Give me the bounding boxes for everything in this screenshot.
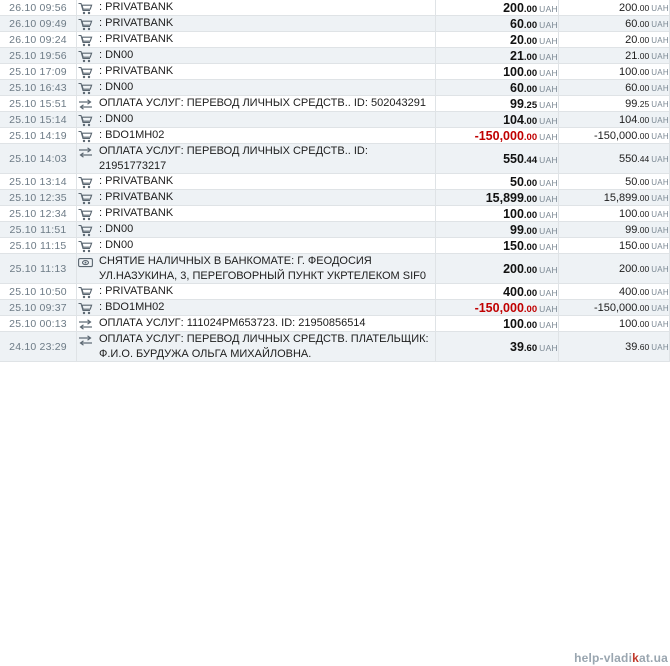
row-amount2-currency: UAH [651, 241, 669, 251]
row-amount-currency: UAH [539, 51, 558, 62]
row-date: 25.10 15:14 [0, 112, 77, 128]
row-amount-integer: 50 [510, 174, 524, 189]
watermark-suffix: at.ua [638, 651, 668, 665]
row-date: 25.10 11:15 [0, 238, 77, 254]
row-amount [436, 174, 559, 190]
cart-icon [77, 49, 93, 63]
row-amount2-currency: UAH [651, 209, 669, 219]
table-row[interactable] [0, 316, 670, 332]
row-amount-integer: 400 [503, 284, 524, 299]
row-amount-integer: -150,000 [474, 300, 524, 315]
row-description: : PRIVATBANK [99, 191, 174, 203]
row-amount-currency: UAH [539, 99, 558, 110]
transfer-icon [77, 317, 93, 331]
row-description-cell [77, 206, 436, 222]
row-amount-secondary [559, 174, 670, 190]
row-amount2-currency: UAH [651, 225, 669, 235]
row-amount-secondary [559, 128, 670, 144]
row-amount-cents: .00 [523, 3, 538, 15]
row-description: : DN00 [99, 49, 134, 61]
row-amount-cents: .00 [523, 303, 538, 315]
row-date: 25.10 10:50 [0, 284, 77, 300]
row-amount-secondary [559, 48, 670, 64]
row-description-cell [77, 64, 436, 80]
row-amount-currency: UAH [539, 209, 558, 220]
row-amount-secondary [559, 222, 670, 238]
row-description-cell [77, 96, 436, 112]
table-row[interactable] [0, 174, 670, 190]
row-amount-cents: .00 [523, 225, 538, 237]
row-amount [436, 112, 559, 128]
row-amount-secondary [559, 190, 670, 206]
cart-icon [77, 175, 93, 189]
row-date: 26.10 09:56 [0, 0, 77, 16]
row-amount-currency: UAH [539, 83, 558, 94]
table-row[interactable] [0, 190, 670, 206]
row-description-cell [77, 0, 436, 16]
table-row[interactable] [0, 16, 670, 32]
row-amount2-integer: -150,000 [593, 129, 638, 142]
row-amount2-integer: 99 [625, 97, 638, 110]
row-amount [436, 128, 559, 144]
cart-icon [77, 81, 93, 95]
row-amount-cents: .00 [523, 287, 538, 299]
row-amount-cents: .00 [523, 35, 538, 47]
row-date: 25.10 16:43 [0, 80, 77, 96]
row-amount-currency: UAH [539, 67, 558, 78]
row-amount [436, 316, 559, 332]
row-date: 25.10 11:13 [0, 254, 77, 284]
row-amount-secondary [559, 254, 670, 284]
row-amount-integer: 60 [510, 16, 524, 31]
row-amount-cents: .44 [523, 154, 538, 166]
row-amount-secondary [559, 144, 670, 174]
row-amount-integer: 200 [503, 261, 524, 276]
row-amount2-cents: .00 [637, 66, 650, 77]
row-amount2-cents: .00 [637, 176, 650, 187]
row-amount-secondary [559, 32, 670, 48]
row-description-cell [77, 284, 436, 300]
row-amount2-currency: UAH [651, 193, 669, 203]
row-amount2-cents: .44 [637, 153, 650, 164]
row-amount2-integer: 100 [619, 207, 638, 220]
row-amount2-currency: UAH [651, 115, 669, 125]
row-amount2-cents: .00 [637, 114, 650, 125]
row-amount2-cents: .60 [637, 341, 650, 352]
row-amount-cents: .00 [523, 115, 538, 127]
row-amount2-cents: .00 [637, 302, 650, 313]
row-amount2-cents: .00 [637, 224, 650, 235]
table-row[interactable] [0, 238, 670, 254]
row-amount2-cents: .00 [637, 192, 650, 203]
row-amount2-currency: UAH [651, 287, 669, 297]
row-amount-cents: .25 [523, 99, 538, 111]
row-amount-integer: 99 [510, 222, 524, 237]
row-amount-cents: .00 [523, 51, 538, 63]
table-row[interactable] [0, 284, 670, 300]
row-description-cell [77, 112, 436, 128]
row-date: 25.10 14:19 [0, 128, 77, 144]
row-amount2-cents: .00 [637, 2, 650, 13]
row-amount [436, 300, 559, 316]
row-description: : DN00 [99, 223, 134, 235]
row-amount-integer: 100 [503, 316, 524, 331]
row-date: 25.10 14:03 [0, 144, 77, 174]
watermark-highlight: k [632, 651, 639, 665]
row-amount [436, 0, 559, 16]
row-amount2-integer: 15,899 [603, 191, 638, 204]
row-amount2-currency: UAH [651, 264, 669, 274]
row-amount2-integer: 50 [625, 175, 638, 188]
row-amount-currency: UAH [539, 303, 558, 314]
row-amount2-cents: .00 [637, 130, 650, 141]
row-amount2-integer: 150 [619, 239, 638, 252]
row-amount-integer: 104 [503, 112, 524, 127]
row-amount-integer: 60 [510, 80, 524, 95]
row-amount-secondary [559, 96, 670, 112]
transfer-icon [77, 97, 93, 111]
row-amount-integer: 99 [510, 96, 524, 111]
table-row[interactable] [0, 48, 670, 64]
cart-icon [77, 223, 93, 237]
table-row[interactable] [0, 332, 670, 362]
row-amount [436, 16, 559, 32]
cart-icon [77, 129, 93, 143]
atm-card-icon [77, 255, 93, 269]
row-date: 25.10 11:51 [0, 222, 77, 238]
row-amount-currency: UAH [539, 241, 558, 252]
row-amount2-cents: .00 [637, 34, 650, 45]
row-amount-secondary [559, 206, 670, 222]
table-row[interactable] [0, 254, 670, 284]
row-amount-secondary [559, 316, 670, 332]
row-description: ОПЛАТА УСЛУГ: 111024PM653723. ID: 21950856514 [99, 317, 366, 329]
row-description: : BDO1MH02 [99, 129, 165, 141]
row-amount [436, 48, 559, 64]
row-date: 25.10 19:56 [0, 48, 77, 64]
row-amount2-integer: 550 [619, 152, 638, 165]
row-date: 25.10 12:35 [0, 190, 77, 206]
row-description-cell [77, 128, 436, 144]
row-date: 25.10 13:14 [0, 174, 77, 190]
row-amount-secondary [559, 0, 670, 16]
row-description-cell [77, 174, 436, 190]
row-amount2-currency: UAH [651, 51, 669, 61]
row-amount-currency: UAH [539, 225, 558, 236]
row-amount2-currency: UAH [651, 19, 669, 29]
row-amount2-currency: UAH [651, 35, 669, 45]
row-amount-secondary [559, 284, 670, 300]
row-description-cell [77, 316, 436, 332]
row-date: 25.10 00:13 [0, 316, 77, 332]
row-amount [436, 32, 559, 48]
row-amount-currency: UAH [539, 193, 558, 204]
row-description-cell [77, 254, 436, 284]
table-row[interactable] [0, 206, 670, 222]
table-row[interactable] [0, 96, 670, 112]
row-description: : DN00 [99, 113, 134, 125]
row-amount2-cents: .00 [637, 82, 650, 93]
row-amount2-currency: UAH [651, 3, 669, 13]
site-watermark [574, 651, 668, 665]
row-amount2-integer: 200 [619, 1, 638, 14]
row-description-cell [77, 222, 436, 238]
row-description: ОПЛАТА УСЛУГ: ПЕРЕВОД ЛИЧНЫХ СРЕДСТВ.. ID: 21951773217 [99, 145, 368, 172]
table-row[interactable] [0, 0, 670, 16]
row-amount2-integer: 99 [625, 223, 638, 236]
row-amount2-currency: UAH [651, 131, 669, 141]
cart-icon [77, 301, 93, 315]
row-amount2-integer: 39 [625, 340, 638, 353]
row-amount [436, 206, 559, 222]
row-amount2-integer: 60 [625, 81, 638, 94]
row-description: : PRIVATBANK [99, 17, 174, 29]
row-amount-cents: .00 [523, 209, 538, 221]
table-row[interactable] [0, 80, 670, 96]
row-description-cell [77, 144, 436, 174]
row-amount-cents: .00 [523, 83, 538, 95]
row-description-cell [77, 300, 436, 316]
row-amount-cents: .00 [523, 193, 538, 205]
row-date: 25.10 09:37 [0, 300, 77, 316]
row-amount-integer: 39 [510, 339, 524, 354]
row-amount2-integer: 100 [619, 317, 638, 330]
row-amount-cents: .00 [523, 264, 538, 276]
row-amount-currency: UAH [539, 177, 558, 188]
row-amount-secondary [559, 112, 670, 128]
cart-icon [77, 65, 93, 79]
row-amount-integer: 100 [503, 206, 524, 221]
row-amount2-currency: UAH [651, 177, 669, 187]
row-description: : DN00 [99, 81, 134, 93]
row-description: СНЯТИЕ НАЛИЧНЫХ В БАНКОМАТЕ: Г. ФЕОДОСИЯ УЛ.НАЗУКИНА, 3, ПЕРЕГОВОРНЫЙ ПУНКТ УКРТЕЛЕКОМ SIF0 [99, 255, 426, 282]
row-description-cell [77, 332, 436, 362]
row-amount2-integer: 21 [625, 49, 638, 62]
row-amount2-currency: UAH [651, 319, 669, 329]
row-amount-integer: -150,000 [474, 128, 524, 143]
table-row[interactable] [0, 300, 670, 316]
row-date: 25.10 12:34 [0, 206, 77, 222]
row-amount-cents: .00 [523, 241, 538, 253]
table-row[interactable] [0, 32, 670, 48]
row-amount-secondary [559, 80, 670, 96]
row-amount-secondary [559, 64, 670, 80]
row-amount [436, 80, 559, 96]
row-amount-integer: 15,899 [485, 190, 524, 205]
cart-icon [77, 113, 93, 127]
row-amount2-currency: UAH [651, 83, 669, 93]
row-amount-secondary [559, 300, 670, 316]
row-amount-integer: 550 [503, 151, 524, 166]
row-description: ОПЛАТА УСЛУГ: ПЕРЕВОД ЛИЧНЫХ СРЕДСТВ. ПЛАТЕЛЬЩИК: Ф.И.О. БУРДУЖА ОЛЬГА МИХАЙЛОВНА. [99, 333, 429, 360]
row-amount2-integer: 200 [619, 262, 638, 275]
table-row[interactable] [0, 112, 670, 128]
transfer-icon [77, 145, 93, 159]
row-amount-cents: .00 [523, 319, 538, 331]
row-description: : PRIVATBANK [99, 65, 174, 77]
row-amount [436, 284, 559, 300]
row-description: : PRIVATBANK [99, 207, 174, 219]
row-amount-cents: .00 [523, 19, 538, 31]
row-description-cell [77, 32, 436, 48]
row-amount2-cents: .00 [637, 318, 650, 329]
row-amount2-integer: -150,000 [593, 301, 638, 314]
row-amount-cents: .00 [523, 131, 538, 143]
row-amount-currency: UAH [539, 35, 558, 46]
row-amount-currency: UAH [539, 264, 558, 275]
cart-icon [77, 239, 93, 253]
row-amount-secondary [559, 16, 670, 32]
cart-icon [77, 33, 93, 47]
row-description-cell [77, 238, 436, 254]
row-amount [436, 96, 559, 112]
row-amount2-currency: UAH [651, 99, 669, 109]
row-amount [436, 64, 559, 80]
row-date: 24.10 23:29 [0, 332, 77, 362]
row-amount2-cents: .00 [637, 18, 650, 29]
row-amount [436, 144, 559, 174]
table-row[interactable] [0, 128, 670, 144]
row-description-cell [77, 16, 436, 32]
row-amount-currency: UAH [539, 154, 558, 165]
row-date: 25.10 17:09 [0, 64, 77, 80]
row-amount-secondary [559, 238, 670, 254]
row-amount2-cents: .00 [637, 208, 650, 219]
row-amount2-currency: UAH [651, 154, 669, 164]
row-amount-cents: .60 [523, 342, 538, 354]
row-amount [436, 190, 559, 206]
cart-icon [77, 285, 93, 299]
row-description: : DN00 [99, 239, 134, 251]
row-amount2-integer: 104 [619, 113, 638, 126]
table-row[interactable] [0, 64, 670, 80]
row-amount2-cents: .00 [637, 240, 650, 251]
row-amount [436, 238, 559, 254]
row-amount-currency: UAH [539, 115, 558, 126]
row-date: 26.10 09:49 [0, 16, 77, 32]
row-amount-integer: 100 [503, 64, 524, 79]
table-row[interactable] [0, 144, 670, 174]
row-amount2-cents: .25 [637, 98, 650, 109]
row-amount [436, 254, 559, 284]
row-amount-currency: UAH [539, 287, 558, 298]
row-amount-secondary [559, 332, 670, 362]
row-amount2-currency: UAH [651, 342, 669, 352]
cart-icon [77, 17, 93, 31]
row-amount-integer: 200 [503, 0, 524, 15]
row-amount2-integer: 20 [625, 33, 638, 46]
table-row[interactable] [0, 222, 670, 238]
cart-icon [77, 207, 93, 221]
row-amount-currency: UAH [539, 131, 558, 142]
row-amount2-cents: .00 [637, 286, 650, 297]
row-description: ОПЛАТА УСЛУГ: ПЕРЕВОД ЛИЧНЫХ СРЕДСТВ.. ID: 502043291 [99, 97, 427, 109]
row-date: 25.10 15:51 [0, 96, 77, 112]
row-amount2-integer: 100 [619, 65, 638, 78]
row-date: 26.10 09:24 [0, 32, 77, 48]
row-description-cell [77, 190, 436, 206]
row-amount-currency: UAH [539, 19, 558, 30]
row-amount-cents: .00 [523, 67, 538, 79]
row-amount2-integer: 60 [625, 17, 638, 30]
row-amount-integer: 20 [510, 32, 524, 47]
row-amount2-currency: UAH [651, 67, 669, 77]
row-amount-cents: .00 [523, 177, 538, 189]
row-description: : PRIVATBANK [99, 175, 174, 187]
watermark-prefix: help-vladi [574, 651, 633, 665]
row-description: : BDO1MH02 [99, 301, 165, 313]
row-amount-currency: UAH [539, 342, 558, 353]
row-amount2-integer: 400 [619, 285, 638, 298]
row-amount2-cents: .00 [637, 50, 650, 61]
row-amount-currency: UAH [539, 3, 558, 14]
row-amount [436, 222, 559, 238]
row-amount-integer: 150 [503, 238, 524, 253]
cart-icon [77, 1, 93, 15]
row-description: : PRIVATBANK [99, 33, 174, 45]
row-amount-currency: UAH [539, 319, 558, 330]
row-amount [436, 332, 559, 362]
row-description-cell [77, 80, 436, 96]
row-amount2-currency: UAH [651, 303, 669, 313]
cart-icon [77, 191, 93, 205]
row-description-cell [77, 48, 436, 64]
row-amount-integer: 21 [510, 48, 524, 63]
row-amount2-cents: .00 [637, 263, 650, 274]
row-description: : PRIVATBANK [99, 285, 174, 297]
transfer-icon [77, 333, 93, 347]
row-description: : PRIVATBANK [99, 1, 174, 13]
